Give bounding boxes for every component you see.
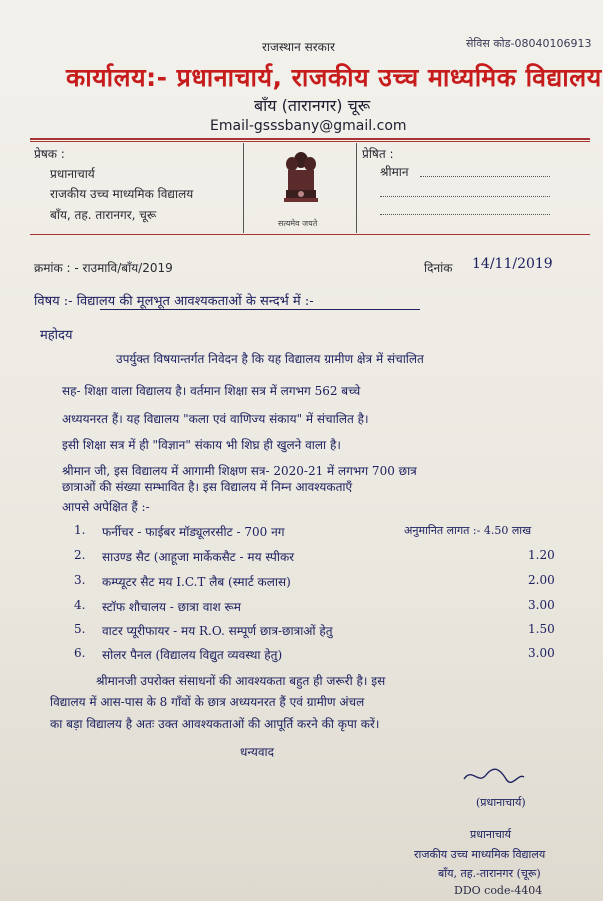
item-text: साउण्ड सैट (आहूजा मार्केकसैट - मय स्पीकर bbox=[102, 550, 295, 564]
header-divider-bottom bbox=[30, 234, 590, 235]
closing-line-3: का बड़ा विद्यालय है अतः उक्त आवश्यकताओं की आपूर्ति करने की कृपा करें। bbox=[50, 717, 380, 731]
item-number: 6. bbox=[74, 646, 86, 660]
column-divider-right bbox=[356, 143, 357, 233]
salutation: महोदय bbox=[40, 328, 73, 343]
emblem-caption: सत्यमेव जयते bbox=[278, 219, 318, 228]
sender-line-1: प्रधानाचार्य bbox=[50, 167, 95, 181]
item-cost: 1.50 bbox=[528, 622, 555, 636]
recipient-dotted-line-1 bbox=[420, 176, 550, 177]
body-line-6: छात्राओं की संख्या सम्भावित है। इस विद्यालय में निम्न आवश्यकताएँ bbox=[62, 480, 353, 494]
item-cost: 3.00 bbox=[528, 646, 555, 660]
item-text: स्टॉफ शौचालय - छात्रा वाश रूम bbox=[102, 600, 241, 614]
item-cost: 2.00 bbox=[528, 573, 555, 587]
govt-label: राजस्थान सरकार bbox=[262, 40, 335, 54]
office-place: बाँय (तारानगर) चूरू bbox=[254, 96, 371, 115]
item-text: वाटर प्यूरीफायर - मय R.O. सम्पूर्ण छात्र-छात्राओं हेतु bbox=[102, 624, 333, 638]
header-divider-top bbox=[30, 138, 590, 140]
sender-line-2: राजकीय उच्च माध्यमिक विद्यालय bbox=[50, 187, 194, 201]
recipient-line-1: श्रीमान bbox=[380, 165, 409, 179]
body-line-3: अध्ययनरत हैं। यह विद्यालय "कला एवं वाणिज्य संकाय" में संचालित है। bbox=[62, 412, 369, 426]
item-number: 2. bbox=[74, 548, 86, 562]
ddo-code: DDO code-4404 bbox=[454, 884, 543, 897]
office-email: Email-gsssbany@gmail.com bbox=[210, 118, 407, 134]
item-number: 1. bbox=[74, 523, 86, 537]
closing-line-1: श्रीमानजी उपरोक्त संसाधनों की आवश्यकता बहुत ही जरूरी है। इस bbox=[96, 674, 386, 688]
header-divider-top-thin bbox=[30, 141, 590, 142]
kramank: क्रमांक : - राउमावि/बाँय/2019 bbox=[34, 261, 173, 275]
office-title: कार्यालय:- प्रधानाचार्य, राजकीय उच्च माध्यमिक विद्यालय bbox=[66, 63, 602, 92]
column-divider-left bbox=[243, 143, 244, 233]
recipient-dotted-line-2 bbox=[380, 196, 550, 197]
body-line-7: आपसे अपेक्षित हैं :- bbox=[62, 500, 150, 514]
item-text: फर्नीचर - फाईबर मॉड्यूलरसीट - 700 नग bbox=[102, 525, 285, 539]
stamp-line-3: बाँय, तह.-तारानगर (चूरू) bbox=[438, 867, 541, 880]
thanks: धन्यवाद bbox=[240, 745, 275, 759]
body-line-1: उपर्युक्त विषयान्तर्गत निवेदन है कि यह विद्यालय ग्रामीण क्षेत्र में संचालित bbox=[116, 352, 424, 366]
item-number: 5. bbox=[74, 622, 86, 636]
body-line-4: इसी शिक्षा सत्र में ही "विज्ञान" संकाय भी शिघ्र ही खुलने वाला है। bbox=[62, 438, 341, 452]
item-text: कम्प्यूटर सैट मय I.C.T लैब (स्मार्ट कलास) bbox=[102, 575, 291, 589]
item-cost: 1.20 bbox=[528, 548, 555, 562]
recipient-label: प्रेषित : bbox=[362, 147, 394, 161]
service-code: सेविस कोड-08040106913 bbox=[466, 37, 592, 50]
item-number: 3. bbox=[74, 573, 86, 587]
body-line-2: सह- शिक्षा वाला विद्यालय है। वर्तमान शिक्षा सत्र में लगभग 562 बच्चे bbox=[62, 384, 361, 398]
dinank-label: दिनांक bbox=[424, 261, 453, 275]
ashoka-emblem-icon bbox=[280, 148, 322, 214]
letter-date: 14/11/2019 bbox=[472, 256, 553, 272]
subject-line: विषय :- विद्यालय की मूलभूत आवश्यकताओं के सन्दर्भ में :- bbox=[34, 294, 314, 309]
designation: (प्रधानाचार्य) bbox=[476, 796, 526, 809]
item-text: सोलर पैनल (विद्यालय विद्युत व्यवस्था हेतु) bbox=[102, 648, 283, 662]
item-cost: अनुमानित लागत :- 4.50 लाख bbox=[404, 524, 532, 537]
signature-icon bbox=[462, 765, 526, 787]
sender-label: प्रेषक : bbox=[34, 147, 65, 161]
subject-underline bbox=[100, 309, 420, 310]
closing-line-2: विद्यालय में आस-पास के 8 गाँवों के छात्र अध्ययनरत हैं एवं ग्रामीण अंचल bbox=[50, 695, 365, 709]
recipient-dotted-line-3 bbox=[380, 214, 550, 215]
item-number: 4. bbox=[74, 598, 86, 612]
item-cost: 3.00 bbox=[528, 598, 555, 612]
stamp-line-1: प्रधानाचार्य bbox=[470, 828, 512, 841]
stamp-line-2: राजकीय उच्च माध्यमिक विद्यालय bbox=[414, 848, 546, 861]
body-line-5: श्रीमान जी, इस विद्यालय में आगामी शिक्षण सत्र- 2020-21 में लगभग 700 छात्र bbox=[62, 464, 417, 478]
sender-line-3: बाँय, तह. तारानगर, चूरू bbox=[50, 208, 157, 222]
